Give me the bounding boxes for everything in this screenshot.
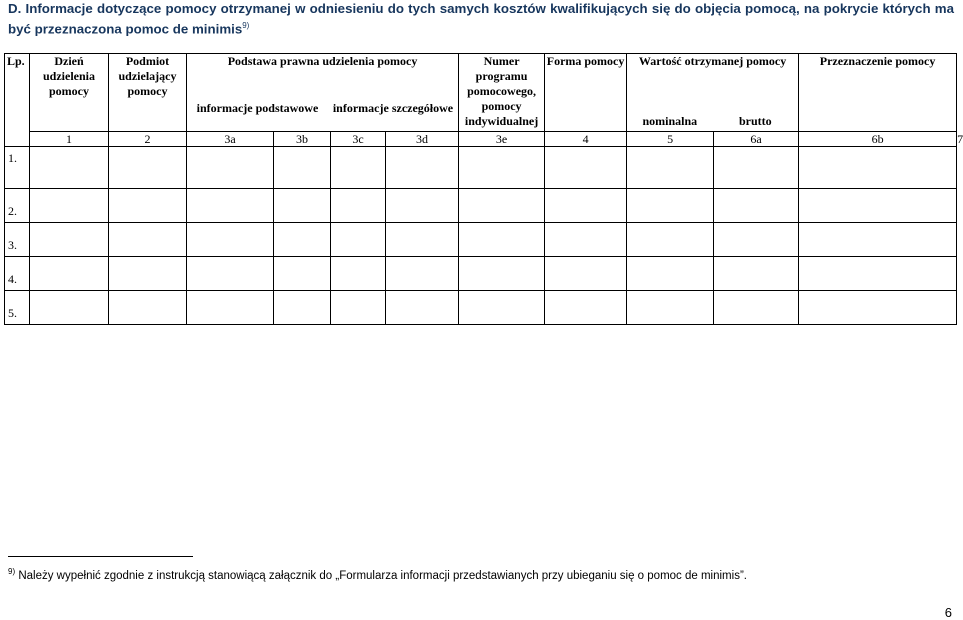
header-podmiot: Podmiot udzielający pomocy bbox=[109, 54, 187, 132]
colnum: 3d bbox=[386, 132, 459, 147]
colnum: 6b bbox=[799, 132, 957, 147]
colnum: 3c bbox=[331, 132, 386, 147]
header-row bbox=[5, 54, 957, 132]
header-podstawa bbox=[187, 54, 459, 132]
header-wartosc bbox=[627, 54, 799, 132]
header-podstawa-sub1: informacje podstawowe bbox=[196, 101, 319, 115]
row-lp: 4. bbox=[5, 257, 30, 291]
table-row bbox=[5, 147, 957, 189]
column-number-row: 1 2 3a 3b 3c 3d 3e 4 5 6a 6b 7 bbox=[5, 132, 957, 147]
colnum: 6a bbox=[714, 132, 799, 147]
header-podstawa-subs bbox=[187, 101, 458, 116]
row-lp: 3. bbox=[5, 223, 30, 257]
header-dzien: Dzień udzielenia pomocy bbox=[30, 54, 109, 132]
header-nominalna: nominalna bbox=[642, 114, 698, 128]
aid-table bbox=[4, 53, 963, 325]
header-lp: Lp. bbox=[5, 54, 30, 147]
section-heading bbox=[8, 0, 954, 37]
footnote bbox=[8, 564, 747, 584]
colnum: 3a bbox=[187, 132, 274, 147]
header-brutto: brutto bbox=[738, 114, 772, 128]
page-number: 6 bbox=[944, 605, 952, 620]
header-numer: Numer programu pomocowego, pomocy indywidualnej bbox=[459, 54, 545, 132]
header-wartosc-title: Wartość otrzymanej pomocy bbox=[638, 54, 787, 68]
header-wartosc-subs bbox=[627, 114, 798, 129]
table-row bbox=[5, 257, 957, 291]
header-przeznaczenie: Przeznaczenie pomocy bbox=[799, 54, 957, 132]
table-row bbox=[5, 291, 957, 325]
colnum: 5 bbox=[627, 132, 714, 147]
table-row bbox=[5, 223, 957, 257]
footnote-text: Należy wypełnić zgodnie z instrukcją stanowiącą załącznik do „Formularza informacji przedstawianych przy ubieganiu się o pomoc de minimis”. bbox=[15, 569, 747, 582]
row-lp: 2. bbox=[5, 189, 30, 223]
colnum: 1 bbox=[30, 132, 109, 147]
colnum: 2 bbox=[109, 132, 187, 147]
row-lp: 5. bbox=[5, 291, 30, 325]
section-title: Informacje dotyczące pomocy otrzymanej w odniesieniu do tych samych kosztów kwalifikujących się do objęcia pomocą, na pokrycie których ma być przeznaczona pomoc de minimis bbox=[8, 1, 954, 37]
colnum: 3b bbox=[274, 132, 331, 147]
section-letter: D. bbox=[8, 1, 22, 16]
colnum: 3e bbox=[459, 132, 545, 147]
heading-footnote-ref: 9) bbox=[242, 21, 250, 30]
table-row bbox=[5, 189, 957, 223]
footnote-separator bbox=[8, 556, 193, 557]
row-lp: 1. bbox=[5, 147, 30, 189]
footnote-mark: 9) bbox=[8, 567, 16, 576]
colnum: 4 bbox=[545, 132, 627, 147]
header-forma: Forma pomocy bbox=[545, 54, 627, 132]
header-podstawa-sub2: informacje szczegółowe bbox=[332, 101, 454, 115]
header-podstawa-title: Podstawa prawna udzielenia pomocy bbox=[227, 54, 418, 68]
